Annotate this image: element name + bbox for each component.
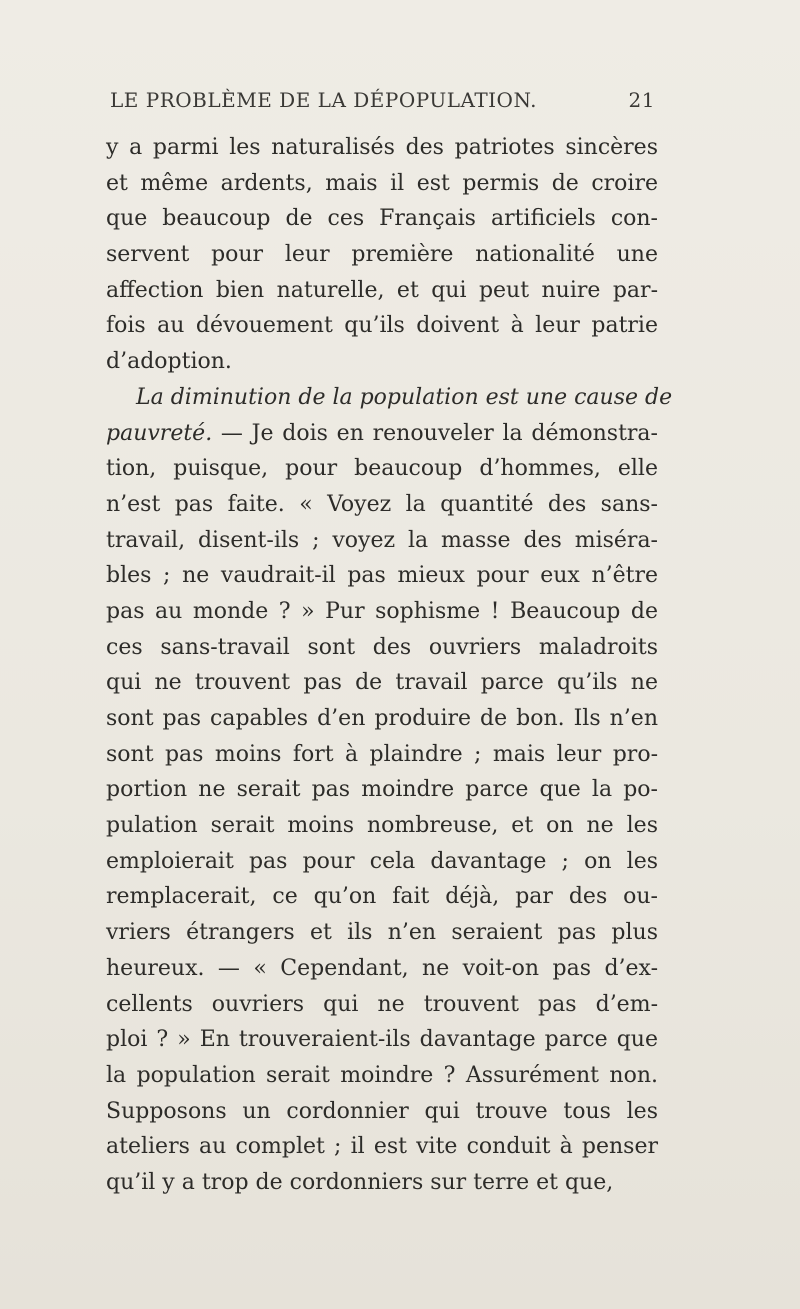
text-line: ploi ? » En trouveraient-ils davantage parce que: [106, 1027, 658, 1053]
body-text: [106, 130, 673, 1201]
text-line: sont pas capables d’en produire de bon. Ils n’en: [106, 706, 658, 731]
text-line: affection bien naturelle, et qui peut nuire par-: [106, 277, 658, 303]
text-line: emploierait pas pour cela davantage ; on les: [106, 848, 658, 874]
text-line: bles ; ne vaudrait-il pas mieux pour eux n’être: [106, 563, 658, 589]
italic-text: pauvreté.: [106, 420, 213, 446]
text-line: fois au dévouement qu’ils doivent à leur patrie: [106, 313, 658, 339]
text-line: pulation serait moins nombreuse, et on ne les: [106, 813, 658, 839]
text-line: et même ardents, mais il est permis de croire: [106, 170, 658, 196]
page-number: 21: [628, 88, 655, 112]
text-line: heureux. — « Cependant, ne voit-on pas d’ex-: [106, 955, 658, 981]
text-line: la population serait moindre ? Assurément non.: [106, 1062, 658, 1088]
text-line: portion ne serait pas moindre parce que la po-: [106, 777, 658, 803]
text-line: qui ne trouvent pas de travail parce qu’ils ne: [106, 670, 658, 696]
running-head: [110, 88, 655, 118]
text-line: ateliers au complet ; il est vite conduit à penser: [106, 1134, 658, 1160]
text-line: remplacerait, ce qu’on fait déjà, par des ou-: [106, 884, 658, 910]
text-line: sont pas moins fort à plaindre ; mais leur pro-: [106, 741, 658, 767]
italic-text: La diminution de la population est une cause de: [136, 384, 673, 410]
text-line: pas au monde ? » Pur sophisme ! Beaucoup de: [106, 598, 658, 624]
text-line: ces sans-travail sont des ouvriers maladroits: [106, 634, 658, 660]
section-heading-line: [106, 380, 673, 416]
roman-text: — Je dois en renouveler la démonstra-: [212, 420, 658, 446]
running-title: LE PROBLÈME DE LA DÉPOPULATION.: [110, 88, 538, 112]
section-heading-line: [106, 416, 658, 452]
text-line: travail, disent-ils ; voyez la masse des miséra-: [106, 527, 658, 553]
text-line: tion, puisque, pour beaucoup d’hommes, elle: [106, 456, 658, 482]
text-line: que beaucoup de ces Français artificiels con-: [106, 206, 658, 232]
text-line: vriers étrangers et ils n’en seraient pas plus: [106, 920, 658, 946]
text-line: qu’il y a trop de cordonniers sur terre et que,: [106, 1169, 614, 1195]
text-line: Supposons un cordonnier qui trouve tous les: [106, 1098, 658, 1124]
text-line: y a parmi les naturalisés des patriotes sincères: [106, 135, 658, 160]
text-line: d’adoption.: [106, 349, 232, 375]
text-line: n’est pas faite. « Voyez la quantité des sans-: [106, 491, 658, 517]
text-line: cellents ouvriers qui ne trouvent pas d’em-: [106, 991, 658, 1017]
text-line: servent pour leur première nationalité une: [106, 242, 658, 268]
